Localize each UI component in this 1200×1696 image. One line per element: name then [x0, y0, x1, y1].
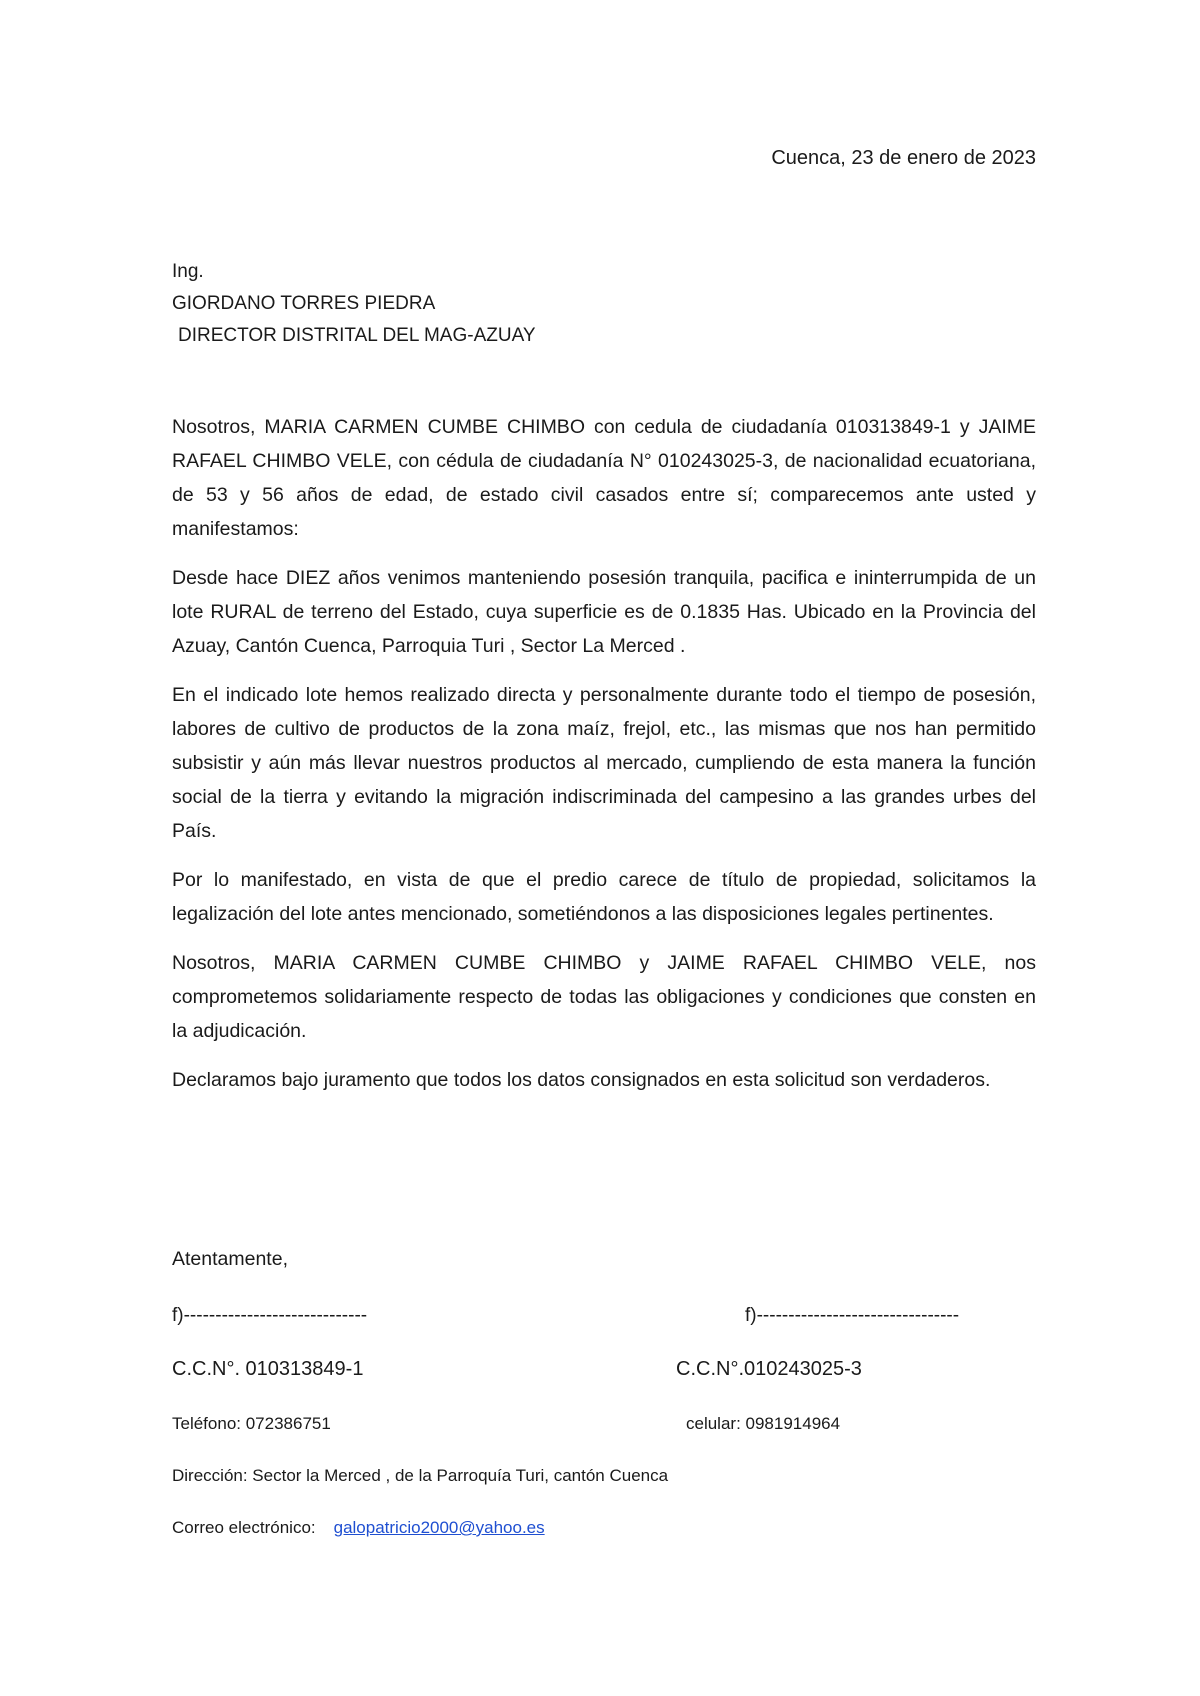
phone-number: Teléfono: 072386751: [172, 1414, 331, 1433]
signature-line-right: f)--------------------------------: [745, 1305, 960, 1326]
closing: Atentamente,: [172, 1248, 288, 1270]
id-number-right: C.C.N°.010243025-3: [676, 1358, 862, 1380]
addressee-name: GIORDANO TORRES PIEDRA: [172, 293, 436, 314]
letter-body: [172, 410, 1036, 1112]
email-label: Correo electrónico:: [172, 1518, 316, 1537]
address-line: Dirección: Sector la Merced , de la Parroquía Turi, cantón Cuenca: [172, 1466, 669, 1485]
email-line: [172, 1518, 545, 1538]
paragraph-introduction: Nosotros, MARIA CARMEN CUMBE CHIMBO con cedula de ciudadanía 010313849-1 y JAIME RAFAEL CHIMBO VELE, con cédula de ciudadanía N° 010243025-3, de nacionalidad ecuatoriana, de 53 y 56 años de edad, de estado civil casados entre sí; comparecemos ante usted y manifestamos:: [172, 416, 1036, 540]
addressee-position: DIRECTOR DISTRITAL DEL MAG-AZUAY: [178, 325, 536, 346]
paragraph-commitment: Nosotros, MARIA CARMEN CUMBE CHIMBO y JAIME RAFAEL CHIMBO VELE, nos comprometemos solidariamente respecto de todas las obligaciones y condiciones que consten en la adjudicación.: [172, 952, 1036, 1042]
id-number-left: C.C.N°. 010313849-1: [172, 1358, 364, 1380]
addressee-block: [172, 256, 536, 352]
paragraph-declaration: Declaramos bajo juramento que todos los datos consignados en esta solicitud son verdaderos.: [172, 1069, 991, 1091]
addressee-title: Ing.: [172, 261, 204, 282]
paragraph-cultivation: En el indicado lote hemos realizado directa y personalmente durante todo el tiempo de posesión, labores de cultivo de productos de la zona maíz, frejol, etc., las mismas que nos han permitido subsistir y aún más llevar nuestros productos al mercado, cumpliendo de esta manera la función social de la tierra y evitando la migración indiscriminada del campesino a las grandes urbes del País.: [172, 684, 1036, 842]
signature-line-left: f)-----------------------------: [172, 1305, 368, 1326]
paragraph-request: Por lo manifestado, en vista de que el predio carece de título de propiedad, solicitamos la legalización del lote antes mencionado, sometiéndonos a las disposiciones legales pertinentes.: [172, 869, 1036, 925]
email-link[interactable]: galopatricio2000@yahoo.es: [333, 1518, 545, 1537]
mobile-number: celular: 0981914964: [686, 1414, 841, 1433]
paragraph-possession: Desde hace DIEZ años venimos manteniendo posesión tranquila, pacifica e ininterrumpida de un lote RURAL de terreno del Estado, cuya superficie es de 0.1835 Has. Ubicado en la Provincia del Azuay, Cantón Cuenca, Parroquia Turi , Sector La Merced .: [172, 567, 1036, 657]
letter-date: Cuenca, 23 de enero de 2023: [771, 147, 1036, 169]
